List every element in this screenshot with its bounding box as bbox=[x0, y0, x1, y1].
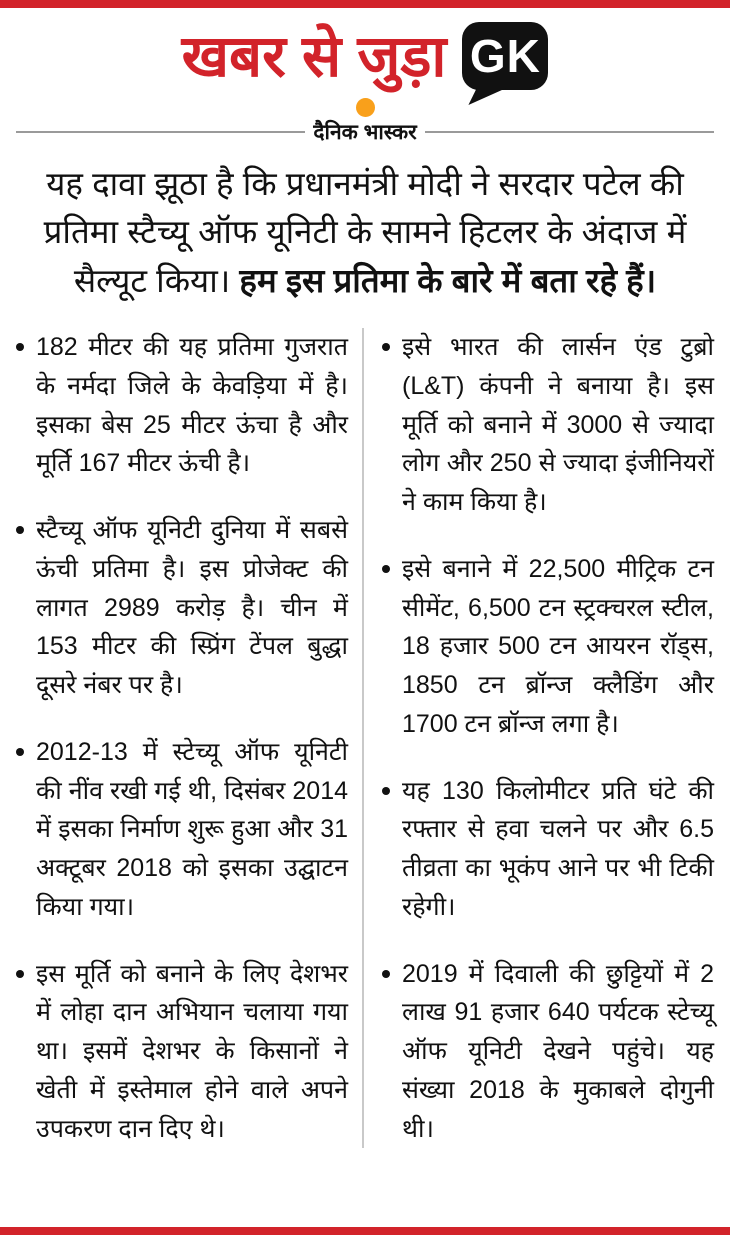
bullet-item bbox=[16, 733, 348, 927]
top-red-bar bbox=[0, 0, 730, 8]
intro-paragraph bbox=[0, 160, 730, 306]
bullet-text: इसे बनाने में 22,500 मीट्रिक टन सीमेंट, 6,500 टन स्ट्रक्चरल स्टील, 18 हजार 500 टन आयरन रॉड्स, 1850 टन ब्रॉन्ज क्लैडिंग और 1700 टन ब्रॉन्ज लगा है। bbox=[402, 554, 714, 738]
bullet-item bbox=[16, 511, 348, 705]
brand-logo bbox=[0, 98, 730, 146]
bullet-item bbox=[382, 955, 714, 1149]
intro-text-bold: हम इस प्रतिमा के बारे में बता रहे हैं। bbox=[239, 262, 657, 300]
intro-text-regular: यह दावा झूठा है कि प्रधानमंत्री मोदी ने सरदार पटेल की प्रतिमा स्टैच्यू ऑफ यूनिटी के सामने हिटलर के अंदाज में सैल्यूट किया। bbox=[43, 164, 687, 300]
bullet-icon bbox=[16, 748, 24, 756]
bullet-item bbox=[382, 550, 714, 744]
bullet-item bbox=[16, 955, 348, 1149]
content-columns bbox=[0, 306, 730, 1148]
bottom-red-bar bbox=[0, 1227, 730, 1235]
header bbox=[0, 0, 730, 146]
bullet-item bbox=[382, 772, 714, 927]
left-rule-divider bbox=[16, 131, 305, 133]
bullet-item bbox=[382, 328, 714, 522]
bullet-text: स्टैच्यू ऑफ यूनिटी दुनिया में सबसे ऊंची प्रतिमा है। इस प्रोजेक्ट की लागत 2989 करोड़ है। चीन में 153 मीटर की स्प्रिंग टेंपल बुद्धा दूसरे नंबर पर है। bbox=[36, 516, 348, 700]
bullet-text: यह 130 किलोमीटर प्रति घंटे की रफ्तार से हवा चलने पर और 6.5 तीव्रता का भूकंप आने पर भी टिकी रहेगी। bbox=[402, 776, 714, 921]
bullet-icon bbox=[382, 565, 390, 573]
bullet-icon bbox=[382, 343, 390, 351]
bullet-text: इस मूर्ति को बनाने के लिए देशभर में लोहा दान अभियान चलाया गया था। इसमें देशभर के किसानों ने खेती में इस्तेमाल होने वाले अपने उपकरण दान दिए थे। bbox=[36, 959, 348, 1143]
bullet-icon bbox=[16, 970, 24, 978]
left-column bbox=[16, 328, 362, 1148]
title-row bbox=[0, 20, 730, 92]
right-rule-divider bbox=[425, 131, 714, 133]
bullet-text: 2019 में दिवाली की छुट्टियों में 2 लाख 91 हजार 640 पर्यटक स्टेच्यू ऑफ यूनिटी देखने पहुंचे। यह संख्या 2018 के मुकाबले दोगुनी थी। bbox=[402, 959, 714, 1143]
bullet-icon bbox=[382, 970, 390, 978]
bullet-item bbox=[16, 328, 348, 483]
bullet-text: 182 मीटर की यह प्रतिमा गुजरात के नर्मदा जिले के केवड़िया में है। इसका बेस 25 मीटर ऊंचा है और मूर्ति 167 मीटर ऊंची है। bbox=[36, 333, 348, 478]
gk-speech-bubble-badge bbox=[462, 22, 548, 90]
right-column bbox=[364, 328, 714, 1148]
bullet-text: इसे भारत की लार्सन एंड टुब्रो (L&T) कंपनी ने बनाया है। इस मूर्ति को बनाने में 3000 से ज्यादा लोग और 250 से ज्यादा इंजीनियरों ने काम किया है। bbox=[402, 333, 714, 517]
brand-row bbox=[16, 118, 714, 146]
gk-badge-label: GK bbox=[469, 30, 541, 82]
bullet-icon bbox=[16, 526, 24, 534]
bullet-icon bbox=[382, 787, 390, 795]
brand-dot-icon bbox=[356, 98, 375, 117]
bullet-text: 2012-13 में स्टेच्यू ऑफ यूनिटी की नींव रखी गई थी, दिसंबर 2014 में इसका निर्माण शुरू हुआ और 31 अक्टूबर 2018 को इसका उद्घाटन किया गया। bbox=[36, 737, 348, 921]
page-title: खबर से जुड़ा bbox=[181, 24, 447, 89]
bullet-icon bbox=[16, 343, 24, 351]
brand-name: दैनिक भास्कर bbox=[313, 120, 417, 144]
